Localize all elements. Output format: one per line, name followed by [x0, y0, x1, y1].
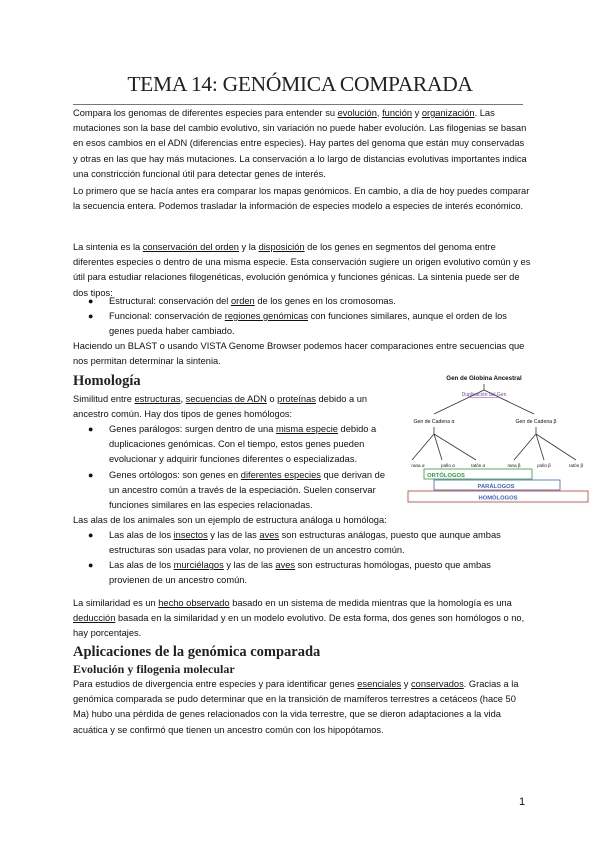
tree-branch	[434, 434, 476, 460]
underlined-term: secuencias de ADN	[185, 394, 267, 404]
leaf-label: ratón α	[470, 463, 486, 468]
underlined-term: función	[382, 108, 413, 118]
underlined-term: regiones genómicas	[224, 311, 308, 321]
page-title: TEMA 14: GENÓMICA COMPARADA	[127, 72, 473, 96]
list-item	[109, 422, 397, 468]
text-run: . Las mutaciones son la base del cambio evolutivo, sin variación no puede haber evolución. Las filogenias se basan en esos cambios en el ADN (diferencias entre especies). Hay partes del genoma que están muy conservadas y otras en las que hay más mutaciones. La conservación a lo largo de distancias evolutivas importantes indica una constricción funcional útil para detectar genes de interés.	[73, 108, 527, 179]
tree-branch	[536, 434, 576, 460]
leaf-label: rana β	[507, 463, 521, 468]
homology-diagram	[404, 372, 600, 522]
underlined-term: murciélagos	[173, 560, 224, 570]
homologos-label: HOMÓLOGOS	[478, 495, 518, 502]
text-run: Genes ortólogos: son genes en	[109, 470, 241, 480]
text-run: La similaridad es un	[73, 598, 159, 608]
text-run: Compara los genomas de diferentes especies para entender su	[73, 108, 338, 118]
text-run: o	[266, 394, 278, 404]
text-run: debido a duplicaciones genómicas. Con el tiempo, estos genes pueden evolucionar y adquirir funciones diferentes o especializadas.	[109, 424, 377, 465]
underlined-term: disposición	[258, 242, 305, 252]
text-run: Las alas de los	[109, 560, 174, 570]
text-run: con funciones similares, aunque el orden de los genes pueda haber cambiado.	[109, 311, 507, 337]
sintenia-paragraph	[73, 240, 531, 301]
text-run: . Gracias a la genómica comparada se pudo determinar que en la transición de mamíferos terrestres a cetáceos (hace 50 Ma) hubo una pérdida de genes relacionados con la vida terrestre, que se dieron adaptaciones a la vida acuática y se confirmó que tienen un ancestro común con los hipopótamos.	[73, 679, 519, 735]
text-run: Genes parálogos: surgen dentro de una	[109, 424, 276, 434]
text-run: Para estudios de divergencia entre especies y para identificar genes	[73, 679, 358, 689]
title-divider	[73, 104, 523, 105]
text-run: y	[412, 108, 422, 118]
bullet-icon: ●	[88, 560, 94, 570]
underlined-term: conservados	[411, 679, 464, 689]
underlined-term: proteínas	[277, 394, 316, 404]
duplication-label: Duplicación del Gen	[461, 392, 507, 398]
aplicaciones-paragraph	[73, 677, 531, 738]
underlined-term: misma especie	[275, 424, 338, 434]
similaridad-paragraph	[73, 596, 531, 642]
tree-branch	[536, 434, 544, 460]
text-run: de los genes en segmentos del genoma entre diferentes especies o dentro de una misma especie. Esta conservación sugiere un origen evolutivo común y es útil para estudiar relaciones filogenéticas, evolución genómica y funciones génicas. La sintenia puede ser de dos tipos:	[73, 242, 531, 298]
tree-branch	[514, 434, 536, 460]
alas-intro-paragraph: Las alas de los animales son un ejemplo de estructura análoga u homóloga:	[73, 515, 387, 525]
intro-paragraph-2: Lo primero que se hacía antes era comparar los mapas genómicos. En cambio, a día de hoy puedes comparar la secuencia entera. Podemos trasladar la información de especies modelo a especies de interés económico.	[73, 186, 530, 212]
bullet-icon: ●	[88, 530, 94, 540]
leaf-label: pollo β	[537, 463, 551, 468]
underlined-term: orden	[230, 296, 255, 306]
leaf-label: ratón β	[568, 463, 584, 468]
ortologos-label: ORTÓLOGOS	[427, 473, 465, 479]
text-run: Las alas de los	[109, 530, 174, 540]
text-run: y	[401, 679, 412, 689]
list-item	[109, 558, 529, 588]
section-heading-aplicaciones: Aplicaciones de la genómica comparada	[73, 644, 321, 660]
intro-paragraph-4: Haciendo un BLAST o usando VISTA Genome Browser podemos hacer comparaciones entre secuencias que nos permitan determinar la sintenia.	[73, 341, 525, 367]
underlined-term: organización	[421, 108, 475, 118]
subsection-heading-evolucion: Evolución y filogenia molecular	[73, 662, 235, 676]
bullet-icon: ●	[88, 296, 94, 306]
text-run: Estructural: conservación del	[109, 296, 231, 306]
tree-branch	[412, 434, 434, 460]
text-run: Similitud entre	[73, 394, 135, 404]
bullet-icon: ●	[88, 311, 94, 321]
bullet-icon: ●	[88, 424, 94, 434]
text-run: debido a un ancestro común. Hay dos tipos de genes homólogos:	[73, 394, 368, 420]
list-item	[109, 294, 529, 309]
paralogos-label: PARÁLOGOS	[477, 484, 515, 490]
list-item	[109, 468, 397, 514]
underlined-term: hecho observado	[158, 598, 230, 608]
text-run: basada en la similaridad y en un modelo evolutivo. De esta forma, dos genes son homólogos o no, hay porcentajes.	[73, 613, 525, 639]
underlined-term: evolución	[337, 108, 377, 118]
text-run: que derivan de un ancestro común a través de la especiación. Suelen conservar funciones similares en las especies relacionadas.	[109, 470, 385, 511]
text-run: y las de las	[223, 560, 276, 570]
text-run: son estructuras homólogas, puesto que ambas provienen de un ancestro común.	[109, 560, 491, 586]
alpha-gene-label: Gen de Cadena α	[413, 419, 455, 425]
text-run: de los genes en los cromosomas.	[254, 296, 396, 306]
leaf-label: rana α	[411, 463, 425, 468]
beta-gene-label: Gen de Cadena β	[515, 419, 557, 425]
list-item	[109, 528, 529, 558]
underlined-term: conservación del orden	[142, 242, 239, 252]
bullet-icon: ●	[88, 470, 94, 480]
text-run: Funcional: conservación de	[109, 311, 225, 321]
text-run: basado en un sistema de medida mientras que la homología es una	[229, 598, 512, 608]
homologia-paragraph-1	[73, 392, 398, 422]
text-run: y la	[238, 242, 259, 252]
text-run: y las de las	[207, 530, 260, 540]
underlined-term: esenciales	[357, 679, 402, 689]
underlined-term: diferentes especies	[240, 470, 321, 480]
text-run: ,	[376, 108, 383, 118]
text-run: son estructuras análogas, puesto que aunque ambas estructuras son usadas para volar, no provienen de un ancestro común.	[109, 530, 501, 556]
page-number: 1	[519, 796, 526, 808]
underlined-term: insectos	[173, 530, 208, 540]
diagram-root-label: Gen de Globina Ancestral	[446, 375, 522, 382]
intro-paragraph-1	[73, 106, 531, 182]
underlined-term: estructuras	[134, 394, 181, 404]
underlined-term: aves	[275, 560, 296, 570]
list-item	[109, 309, 531, 339]
text-run: ,	[180, 394, 186, 404]
section-heading-homologia: Homología	[73, 373, 141, 389]
leaf-label: pollo α	[441, 463, 455, 468]
underlined-term: aves	[259, 530, 280, 540]
text-run: La sintenia es la	[73, 242, 143, 252]
underlined-term: deducción	[73, 613, 116, 624]
